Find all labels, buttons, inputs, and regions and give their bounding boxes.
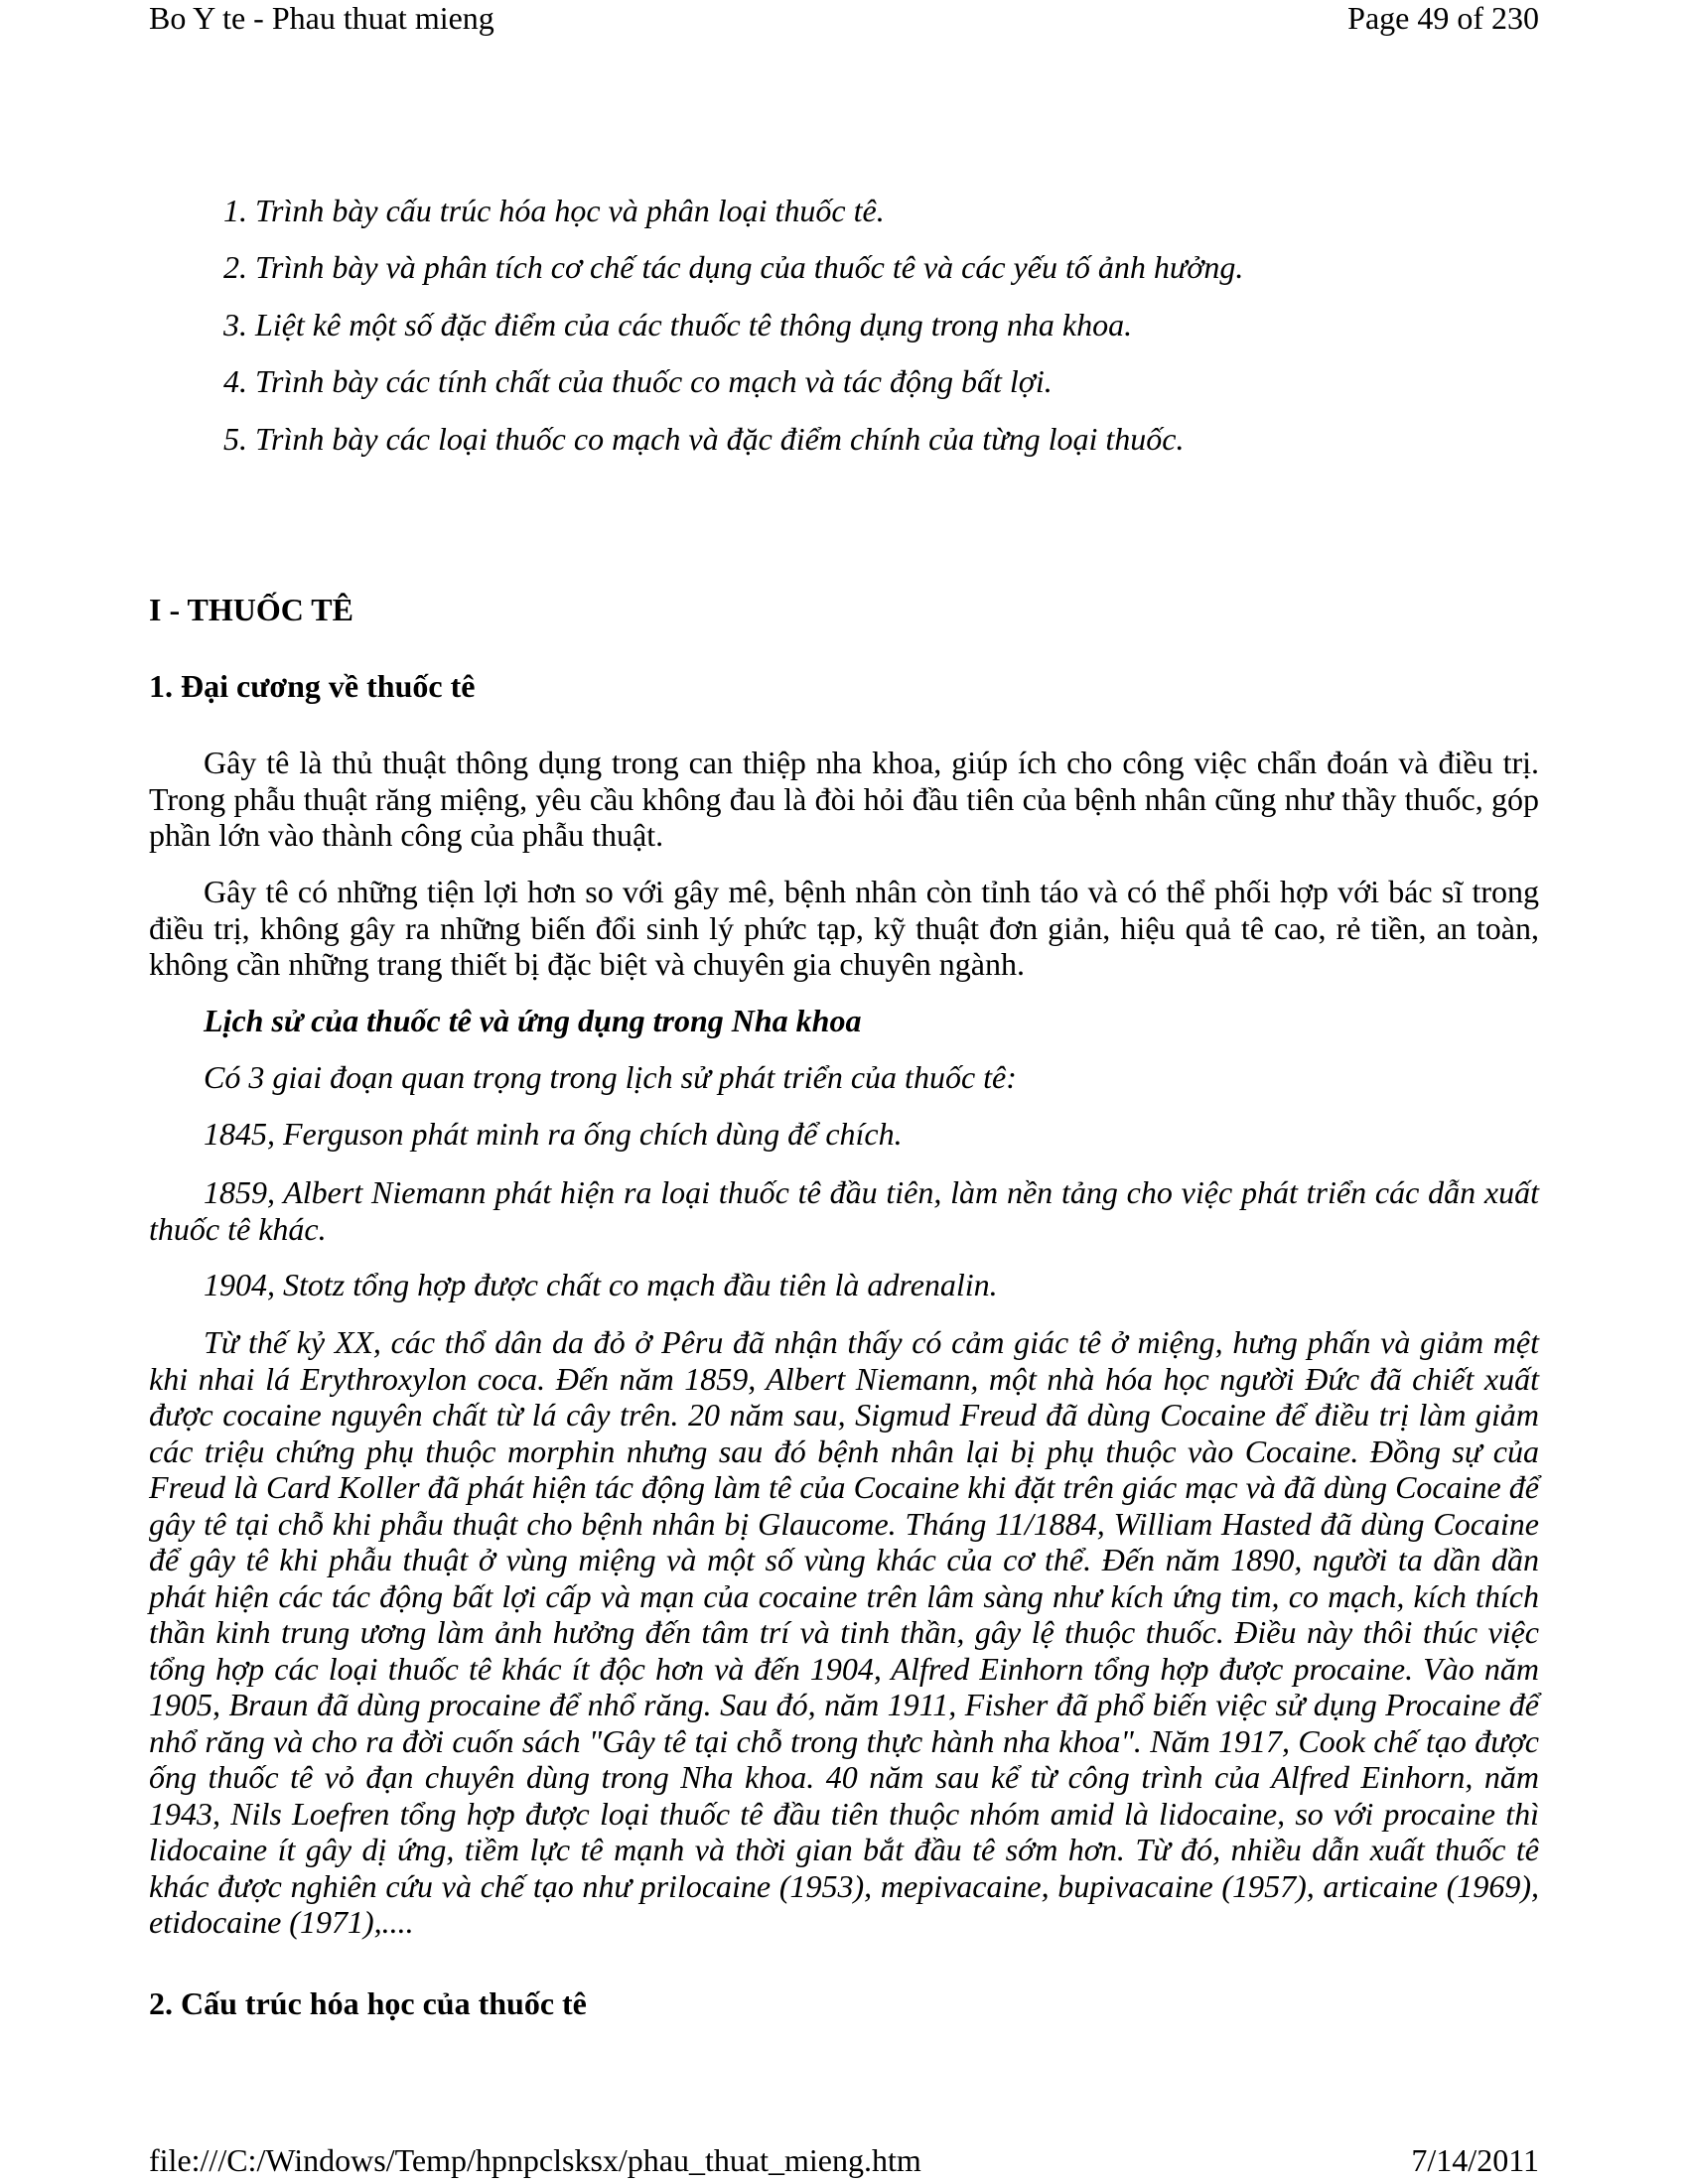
header-page-number: Page 49 of 230	[1347, 0, 1539, 36]
subsection-heading: 2. Cấu trúc hóa học của thuốc tê	[149, 1985, 587, 2021]
paragraph: 1904, Stotz tổng hợp được chất co mạch đầu tiên là adrenalin.	[204, 1267, 998, 1302]
objective-item: 4. Trình bày các tính chất của thuốc co mạch và tác động bất lợi.	[223, 363, 1053, 399]
paragraph: Có 3 giai đoạn quan trọng trong lịch sử phát triển của thuốc tê:	[204, 1059, 1017, 1095]
footer-file-path: file:///C:/Windows/Temp/hpnpclsksx/phau_thuat_mieng.htm	[149, 2142, 921, 2178]
objective-item: 3. Liệt kê một số đặc điểm của các thuốc tê thông dụng trong nha khoa.	[223, 307, 1133, 342]
page-footer	[149, 2144, 1539, 2176]
objective-item: 5. Trình bày các loại thuốc co mạch và đặc điểm chính của từng loại thuốc.	[223, 421, 1185, 457]
section-heading: I - THUỐC TÊ	[149, 592, 353, 627]
paragraph: Từ thế kỷ XX, các thổ dân da đỏ ở Pêru đã nhận thấy có cảm giác tê ở miệng, hưng phấn và giảm mệt khi nhai lá Erythroxylon coca. Đến năm 1859, Albert Niemann, một nhà hóa học người Đức đã chiết xuất được cocaine nguyên chất từ lá cây trên. 20 năm sau, Sigmud Freud đã dùng Cocaine để điều trị làm giảm các triệu chứng phụ thuộc morphin nhưng sau đó bệnh nhân lại bị phụ thuộc vào Cocaine. Đồng sự của Freud là Card Koller đã phát hiện tác động làm tê của Cocaine khi đặt trên giác mạc và đã dùng Cocaine để gây tê tại chỗ khi phẫu thuật cho bệnh nhân bị Glaucome. Tháng 11/1884, William Hasted đã dùng Cocaine để gây tê khi phẫu thuật ở vùng miệng và một số vùng khác của cơ thể. Đến năm 1890, người ta dần dần phát hiện các tác động bất lợi cấp và mạn của cocaine trên lâm sàng như kích ứng tim, co mạch, kích thích thần kinh trung ương làm ảnh hưởng đến tâm trí và tinh thần, gây lệ thuộc thuốc. Điều này thôi thúc việc tổng hợp các loại thuốc tê khác ít độc hơn và đến 1904, Alfred Einhorn tổng hợp được procaine. Vào năm 1905, Braun đã dùng procaine để nhổ răng. Sau đó, năm 1911, Fisher đã phổ biến việc sử dụng Procaine để nhổ răng và cho ra đời cuốn sách "Gây tê tại chỗ trong thực hành nha khoa". Năm 1917, Cook chế tạo được ống thuốc tê vỏ đạn chuyên dùng trong Nha khoa. 40 năm sau kể từ công trình của Alfred Einhorn, năm 1943, Nils Loefren tổng hợp được loại thuốc tê đầu tiên thuộc nhóm amid là lidocaine, so với procaine thì lidocaine ít gây dị ứng, tiềm lực tê mạnh và thời gian bắt đầu tê sớm hơn. Từ đó, nhiều dẫn xuất thuốc tê khác được nghiên cứu và chế tạo như prilocaine (1953), mepivacaine, bupivacaine (1957), articaine (1969), etidocaine (1971),....	[149, 1324, 1539, 1940]
paragraph: Gây tê có những tiện lợi hơn so với gây mê, bệnh nhân còn tỉnh táo và có thể phối hợp với bác sĩ trong điều trị, không gây ra những biến đổi sinh lý phức tạp, kỹ thuật đơn giản, hiệu quả tê cao, rẻ tiền, an toàn, không cần những trang thiết bị đặc biệt và chuyên gia chuyên ngành.	[149, 874, 1539, 982]
page-header	[149, 2, 1539, 34]
paragraph: 1845, Ferguson phát minh ra ống chích dùng để chích.	[204, 1116, 903, 1152]
header-title: Bo Y te - Phau thuat mieng	[149, 0, 494, 36]
objective-item: 2. Trình bày và phân tích cơ chế tác dụng của thuốc tê và các yếu tố ảnh hưởng.	[223, 249, 1244, 285]
paragraph: 1859, Albert Niemann phát hiện ra loại thuốc tê đầu tiên, làm nền tảng cho việc phát triển các dẫn xuất thuốc tê khác.	[149, 1174, 1539, 1247]
footer-date: 7/14/2011	[1411, 2142, 1539, 2178]
history-title: Lịch sử của thuốc tê và ứng dụng trong Nha khoa	[204, 1003, 862, 1038]
subsection-heading: 1. Đại cương về thuốc tê	[149, 668, 476, 704]
paragraph: Gây tê là thủ thuật thông dụng trong can thiệp nha khoa, giúp ích cho công việc chẩn đoán và điều trị. Trong phẫu thuật răng miệng, yêu cầu không đau là đòi hỏi đầu tiên của bệnh nhân cũng như thầy thuốc, góp phần lớn vào thành công của phẫu thuật.	[149, 745, 1539, 853]
objective-item: 1. Trình bày cấu trúc hóa học và phân loại thuốc tê.	[223, 193, 885, 228]
